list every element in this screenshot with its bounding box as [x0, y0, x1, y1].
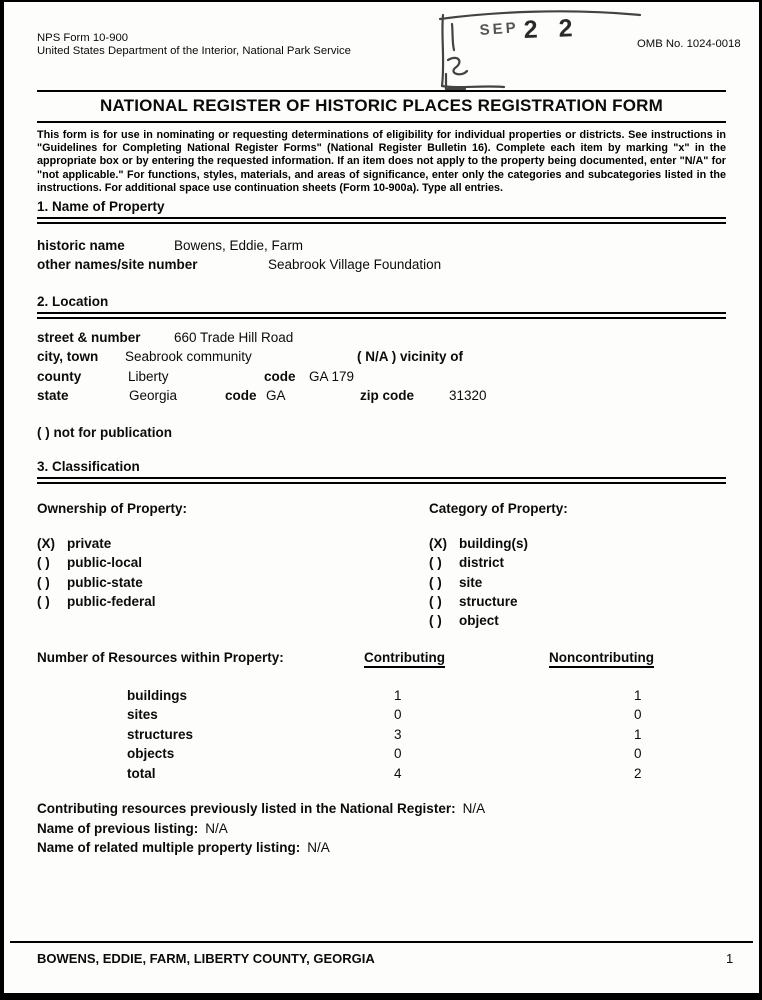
section-rule [37, 477, 726, 479]
option-label: district [459, 555, 505, 571]
form-title: NATIONAL REGISTER OF HISTORIC PLACES REGISTRATION FORM [99, 96, 663, 115]
contributing-count: 1 [394, 688, 402, 703]
checkbox-marker: (X) [37, 536, 55, 551]
option-label: object [459, 613, 499, 629]
historic-name-row [37, 238, 733, 257]
state-row [37, 388, 733, 407]
contributing-header: Contributing [364, 650, 445, 668]
resource-label: total [127, 765, 156, 781]
city-label: city, town [37, 349, 99, 365]
related-listing-line [37, 840, 485, 860]
related-listing-value: N/A [307, 840, 330, 856]
stamp-month-text: SEP [479, 19, 520, 39]
checkbox-marker: ( ) [429, 574, 442, 590]
resources-table [37, 688, 733, 785]
other-names-row [37, 257, 733, 276]
section-rule [37, 312, 726, 314]
page-number: 1 [726, 951, 734, 966]
other-names-label: other names/site number [37, 257, 198, 273]
form-number: NPS Form 10-900 [37, 32, 129, 44]
form-header [37, 32, 351, 58]
resources-header-row [37, 650, 733, 669]
listing-statements [37, 801, 485, 860]
footer-rule [10, 941, 753, 943]
county-label: county [37, 368, 82, 384]
checkbox-marker: ( ) [37, 555, 50, 571]
street-row [37, 330, 733, 349]
option-label: public-local [67, 555, 143, 571]
ownership-options [37, 536, 337, 613]
ownership-heading: Ownership of Property: [37, 501, 188, 516]
table-row [37, 688, 733, 707]
checkbox-marker: ( ) [37, 593, 50, 609]
title-bottom-rule [37, 121, 726, 123]
name-of-property-fields [37, 238, 733, 277]
table-row [37, 766, 733, 785]
category-options [429, 536, 729, 632]
resource-label: objects [127, 746, 175, 762]
state-code-value: GA [266, 388, 286, 404]
option-label: building(s) [459, 536, 528, 551]
county-value: Liberty [128, 368, 169, 384]
category-option [429, 555, 729, 574]
historic-name-value: Bowens, Eddie, Farm [174, 238, 304, 253]
checkbox-marker: ( ) [429, 555, 442, 571]
ownership-option [37, 536, 337, 555]
option-label: private [67, 536, 112, 551]
category-option [429, 613, 729, 632]
other-names-value: Seabrook Village Foundation [268, 257, 442, 273]
section-1-title: 1. Name of Property [37, 199, 165, 214]
county-code-label: code [264, 368, 296, 384]
street-value: 660 Trade Hill Road [174, 330, 294, 345]
section-2-title: 2. Location [37, 294, 109, 309]
date-stamp [432, 4, 650, 92]
contributing-count: 3 [394, 726, 402, 742]
section-rule [37, 222, 726, 224]
noncontributing-count: 1 [634, 726, 642, 742]
city-row [37, 349, 733, 368]
zip-value: 31320 [449, 388, 487, 404]
checkbox-marker: (X) [429, 536, 447, 551]
city-value: Seabrook community [125, 349, 252, 365]
contributing-count: 0 [394, 746, 402, 762]
table-row [37, 727, 733, 746]
vicinity-text: ( N/A ) vicinity of [357, 349, 464, 365]
table-row [37, 707, 733, 726]
option-label: site [459, 574, 483, 590]
stamp-graphic [432, 4, 650, 92]
contributing-count: 0 [394, 707, 402, 723]
category-option [429, 536, 729, 555]
previous-listing-label: Name of previous listing: [37, 820, 199, 836]
section-3-heading [37, 459, 726, 484]
location-fields [37, 330, 733, 408]
previous-listing-line [37, 821, 485, 841]
category-option [429, 594, 729, 613]
noncontributing-header: Noncontributing [549, 650, 654, 668]
previously-listed-line [37, 801, 485, 821]
section-2-heading [37, 294, 726, 319]
footer-title: BOWENS, EDDIE, FARM, LIBERTY COUNTY, GEORGIA [37, 951, 375, 966]
stamp-day-text: 2 2 [523, 14, 580, 44]
previous-listing-value: N/A [205, 820, 228, 836]
category-option [429, 575, 729, 594]
state-value: Georgia [129, 388, 178, 404]
noncontributing-count: 0 [634, 707, 642, 723]
previously-listed-label: Contributing resources previously listed in the National Register: [37, 801, 456, 816]
title-block [37, 90, 726, 123]
county-row [37, 369, 733, 388]
option-label: public-state [67, 574, 143, 590]
section-1-heading [37, 199, 726, 224]
state-label: state [37, 388, 69, 404]
historic-name-label: historic name [37, 238, 125, 253]
street-label: street & number [37, 330, 141, 345]
ownership-option [37, 555, 337, 574]
category-heading: Category of Property: [429, 501, 568, 516]
noncontributing-count: 1 [634, 688, 642, 703]
zip-label: zip code [360, 388, 415, 404]
table-row [37, 746, 733, 765]
agency-line: United States Department of the Interior, National Park Service [37, 45, 351, 57]
instructions-text: This form is for use in nominating or requesting determinations of eligibility for individual properties or districts. See instructions in "Guidelines for Completing National Register Forms" (National Register Bulletin 16). Complete each item by marking "x" in the appropriate box or by entering the requested information. If an item does not apply to the property being documented, enter "N/A" for "not applicable." For functions, styles, materials, and areas of significance, enter only the categories and subcategories listed in the instructions. For additional space use continuation sheets (Form 10-900a). Type all entries. [37, 129, 726, 194]
not-for-publication: ( ) not for publication [37, 425, 172, 440]
county-code-value: GA 179 [309, 368, 355, 384]
option-label: structure [459, 593, 518, 609]
related-listing-label: Name of related multiple property listing: [37, 840, 301, 856]
ownership-option [37, 594, 337, 613]
section-rule [37, 317, 726, 319]
ownership-option [37, 575, 337, 594]
noncontributing-count: 2 [634, 765, 642, 781]
option-label: public-federal [67, 593, 156, 609]
noncontributing-count: 0 [634, 746, 642, 762]
resource-label: sites [127, 707, 158, 723]
resource-label: structures [127, 726, 194, 742]
checkbox-marker: ( ) [37, 574, 50, 590]
previously-listed-value: N/A [462, 801, 486, 816]
section-rule [37, 482, 726, 484]
omb-number: OMB No. 1024-0018 [637, 38, 741, 50]
contributing-count: 4 [394, 765, 402, 781]
section-rule [37, 217, 726, 219]
checkbox-marker: ( ) [429, 613, 442, 629]
section-3-title: 3. Classification [37, 459, 140, 474]
resources-heading: Number of Resources within Property: [37, 650, 284, 665]
state-code-label: code [225, 388, 257, 404]
resource-label: buildings [127, 688, 187, 703]
checkbox-marker: ( ) [429, 593, 442, 609]
